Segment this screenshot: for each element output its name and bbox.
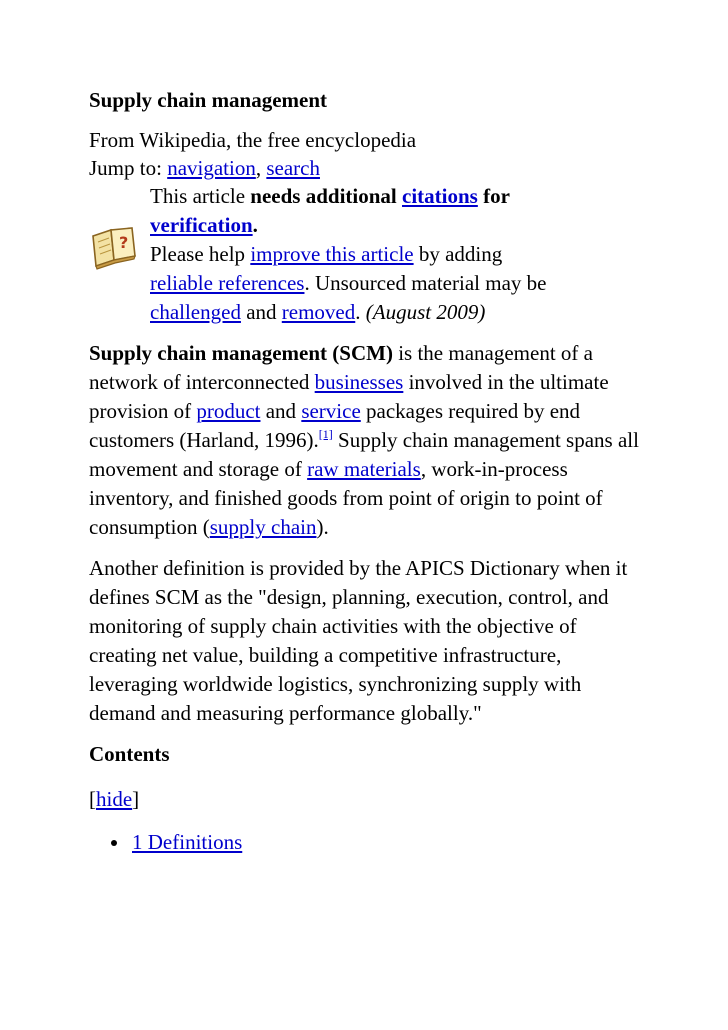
notice-bold-text: needs additional (250, 184, 403, 208)
notice-text: Please help (150, 242, 251, 266)
article-meta (89, 126, 649, 182)
intro-paragraph (89, 339, 649, 542)
article-title: Supply chain management (89, 88, 328, 112)
notice-bold-text: for (477, 184, 510, 208)
toc-toggle (89, 785, 649, 813)
paragraph-text: ). (316, 515, 329, 539)
contents-heading: Contents (89, 742, 170, 766)
book-question-icon (89, 222, 139, 270)
paragraph-text: packages required by end customers (Harland, 1996). (89, 399, 581, 452)
toc-list (89, 828, 649, 856)
notice-line-1 (150, 182, 649, 211)
jump-separator: , (255, 156, 267, 180)
service-link[interactable]: service (301, 399, 361, 423)
citation-notice (89, 182, 649, 327)
scm-bold-term: Supply chain management (SCM) (89, 341, 393, 365)
notice-line-3 (150, 240, 649, 269)
search-link[interactable]: search (266, 156, 320, 180)
hide-toc-link[interactable]: hide (96, 787, 133, 811)
notice-text: . (355, 300, 366, 324)
article-page (89, 86, 649, 856)
toc-definitions-link[interactable]: 1 Definitions (132, 830, 243, 854)
notice-line-5 (150, 298, 649, 327)
reference-1-link[interactable]: [1] (318, 427, 333, 441)
bracket-close: ] (132, 787, 140, 811)
reliable-references-link[interactable]: reliable references (150, 271, 305, 295)
product-link[interactable]: product (196, 399, 261, 423)
bullet-icon (111, 840, 117, 846)
paragraph-text: and (260, 399, 302, 423)
citations-link[interactable]: citations (402, 184, 478, 208)
businesses-link[interactable]: businesses (314, 370, 404, 394)
paragraph-text: involved in the ultimate provision of (89, 370, 609, 423)
toc-item (89, 828, 649, 856)
supply-chain-link[interactable]: supply chain (209, 515, 317, 539)
challenged-link[interactable]: challenged (150, 300, 241, 324)
bracket-open: [ (89, 787, 96, 811)
paragraph-text: is the management of a network of interconnected (89, 341, 593, 394)
jump-to-line (89, 154, 649, 182)
verification-link[interactable]: verification (150, 213, 253, 237)
paragraph-text: Supply chain management spans all movement and storage of (89, 428, 639, 481)
notice-text: and (240, 300, 282, 324)
paragraph-text: , work-in-process inventory, and finished goods from point of origin to point of consumption ( (89, 457, 603, 539)
notice-date: (August 2009) (365, 300, 486, 324)
notice-bold-text: . (252, 213, 258, 237)
notice-text: . Unsourced material may be (304, 271, 547, 295)
notice-text: by adding (413, 242, 503, 266)
from-line: From Wikipedia, the free encyclopedia (89, 128, 417, 152)
raw-materials-link[interactable]: raw materials (307, 457, 421, 481)
jump-to-prefix: Jump to: (89, 156, 168, 180)
svg-text:?: ? (119, 233, 129, 252)
apics-paragraph: Another definition is provided by the APICS Dictionary when it defines SCM as the "design, planning, execution, control, and monitoring of supply chain activities with the objective of creating net value, building a competitive infrastructure, leveraging worldwide logistics, synchronizing supply with demand and measuring performance globally." (89, 556, 628, 725)
improve-article-link[interactable]: improve this article (250, 242, 414, 266)
notice-line-4 (150, 269, 649, 298)
removed-link[interactable]: removed (281, 300, 356, 324)
notice-text: This article (150, 184, 251, 208)
navigation-link[interactable]: navigation (167, 156, 256, 180)
notice-line-2 (150, 211, 649, 240)
